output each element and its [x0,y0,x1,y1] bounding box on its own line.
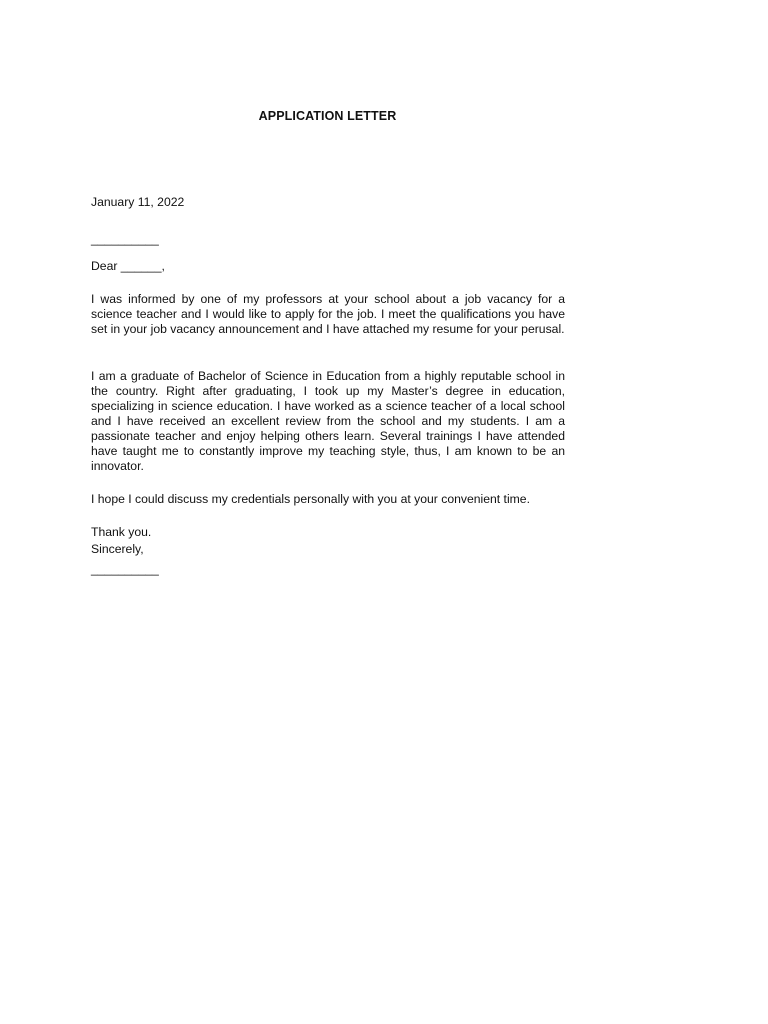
letter-title: APPLICATION LETTER [258,109,397,123]
closing-line: Sincerely, [91,542,144,556]
recipient-blank: __________ [91,232,159,246]
paragraph-request: I hope I could discuss my credentials personally with you at your convenient time. [91,492,530,506]
letter-date: January 11, 2022 [91,195,185,209]
paragraph-intro: I was informed by one of my professors at your school about a job vacancy for a science teacher and I would like to apply for the job. I meet the qualifications you have set in your job vacancy announcement and I have attached my resume for your perusal. [91,292,565,336]
paragraph-background: I am a graduate of Bachelor of Science in Education from a highly reputable school in the country. Right after graduating, I took up my Master’s degree in education, specializing in science education. I have worked as a science teacher of a local school and I have received an excellent review from the school and my students. I am a passionate teacher and enjoy helping others learn. Several trainings I have attended have taught me to constantly improve my teaching style, thus, I am known to be an innovator. [91,369,565,473]
thank-you-line: Thank you. [91,525,152,539]
signature-blank: __________ [91,562,159,576]
salutation: Dear ______, [91,259,165,273]
